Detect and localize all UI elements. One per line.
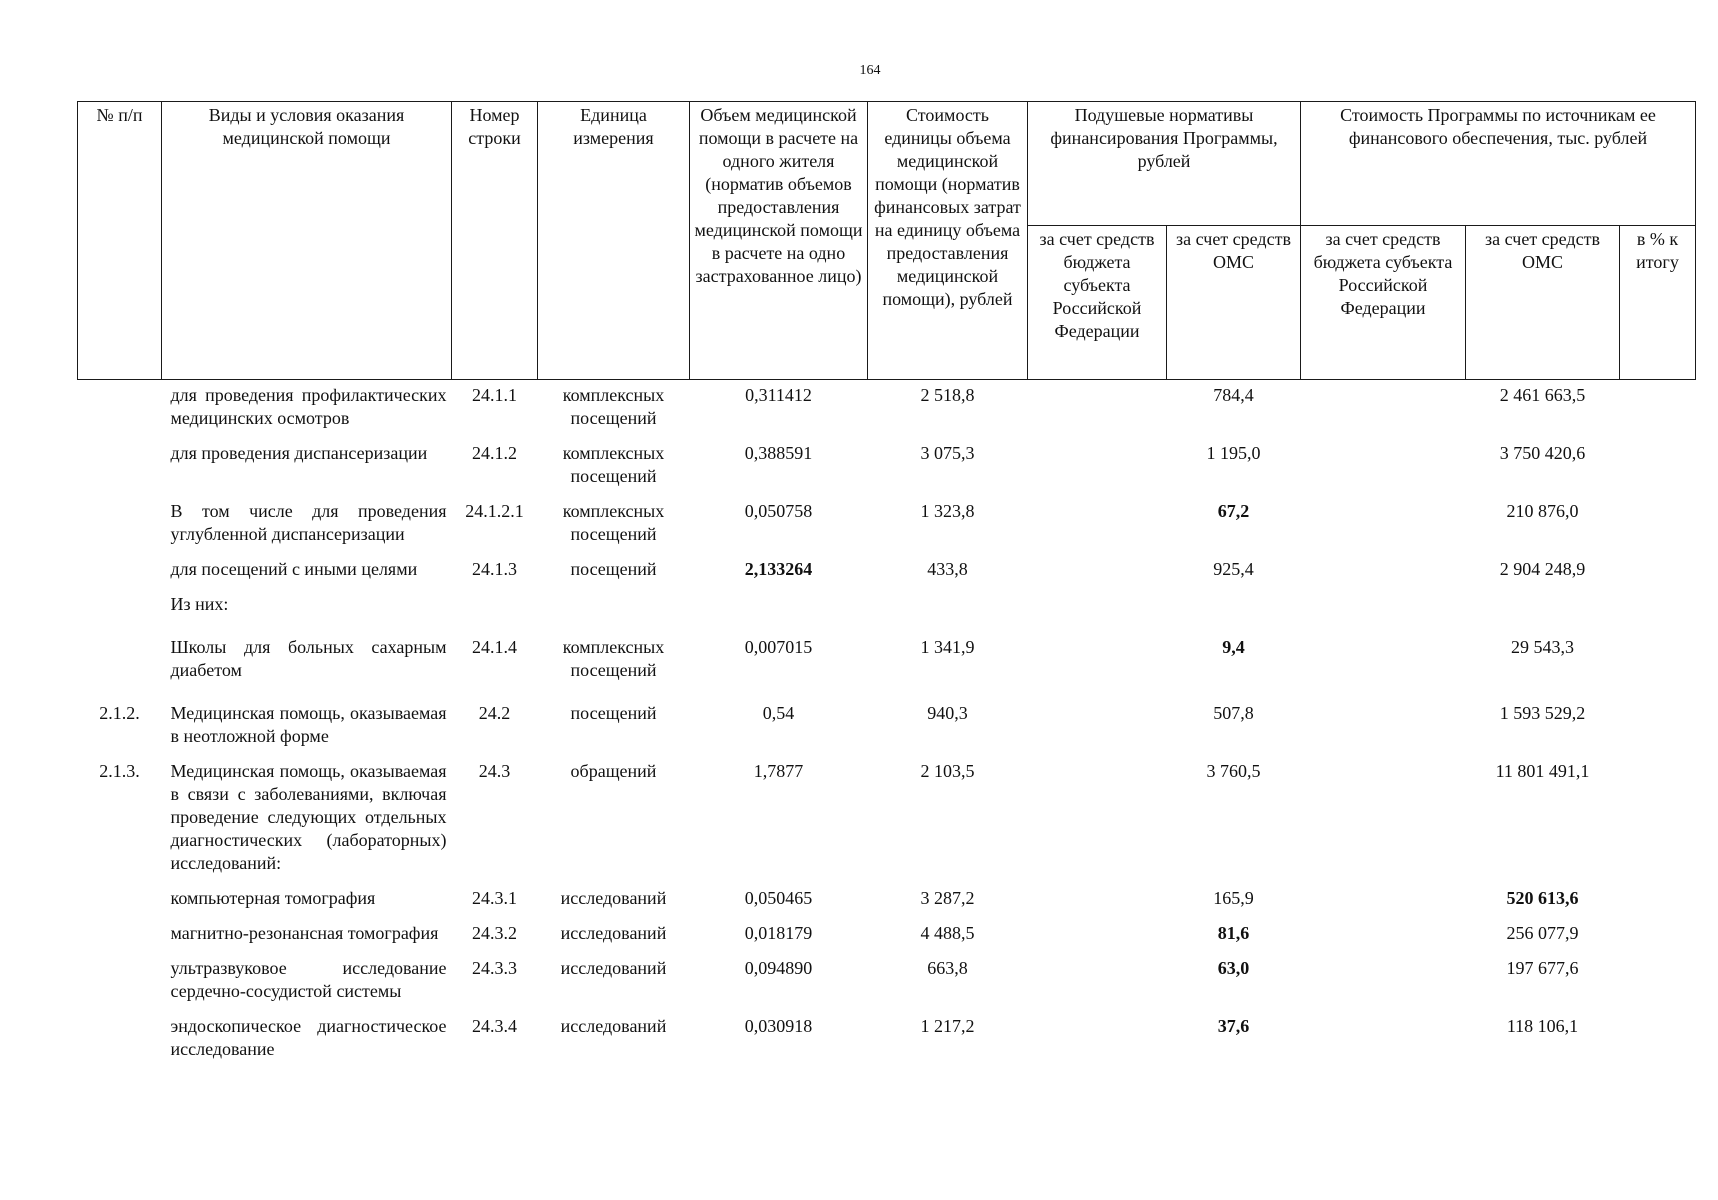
cell-pc-oms: 784,4	[1213, 385, 1254, 405]
cell-pc-oms: 67,2	[1217, 501, 1250, 521]
table-row	[78, 754, 1696, 881]
cell-name: магнитно-резонансная томография	[170, 923, 439, 943]
header-row-number: Номер строки	[452, 102, 538, 380]
cell-pc-oms: 925,4	[1213, 559, 1254, 579]
cell-num	[78, 1009, 162, 1067]
cell-name: для проведения профилактических медицинских осмотров	[170, 385, 447, 428]
cell-row-number: 24.3.4	[472, 1016, 517, 1036]
cell-pc-oms: 507,8	[1213, 703, 1254, 723]
cell-num	[78, 951, 162, 1009]
cell-cost: 433,8	[927, 559, 968, 579]
cell-pc-budget	[1028, 916, 1167, 951]
cell-name: ультразвуковое исследование сердечно-сосудистой системы	[170, 958, 447, 1001]
cell-unit: комплексных посещений	[562, 385, 665, 428]
cell-pc-budget	[1028, 587, 1167, 622]
cell-num	[78, 380, 162, 437]
table-row	[78, 1009, 1696, 1067]
cell-volume: 0,54	[762, 703, 795, 723]
cell-percent	[1620, 552, 1696, 587]
table-row	[78, 436, 1696, 494]
header-volume: Объем медицинской помощи в расчете на одного жителя (норматив объемов предоставления медицинской помощи в расчете на одно застрахованное лицо)	[690, 102, 868, 380]
cell-volume: 0,050465	[744, 888, 813, 908]
cell-unit: комплексных посещений	[562, 501, 665, 544]
header-num: № п/п	[78, 102, 162, 380]
header-unit: Единица измерения	[538, 102, 690, 380]
cell-row-number: 24.1.4	[472, 637, 517, 657]
table-body	[78, 380, 1696, 1068]
cell-pc-oms: 165,9	[1213, 888, 1254, 908]
cell-cost: 2 103,5	[920, 761, 975, 781]
cell-unit: исследований	[560, 958, 667, 978]
cell-num	[78, 587, 162, 622]
cell-unit: исследований	[560, 923, 667, 943]
cell-pr-oms: 1 593 529,2	[1499, 703, 1586, 723]
cell-pr-oms: 520 613,6	[1506, 888, 1579, 908]
cell-cost: 663,8	[927, 958, 968, 978]
cell-row-number: 24.1.3	[472, 559, 517, 579]
cell-row-number	[452, 587, 538, 622]
header-pc-budget: за счет средств бюджета субъекта Российской Федерации	[1028, 226, 1167, 380]
cell-pr-budget	[1301, 622, 1466, 688]
table-row	[78, 916, 1696, 951]
cell-unit: исследований	[560, 888, 667, 908]
cell-volume: 0,094890	[744, 958, 813, 978]
cell-percent	[1620, 622, 1696, 688]
header-pr-oms: за счет средств ОМС	[1466, 226, 1620, 380]
cell-name: Медицинская помощь, оказываемая в неотложной форме	[170, 703, 447, 746]
cell-pr-oms: 29 543,3	[1511, 637, 1574, 657]
cell-unit: комплексных посещений	[562, 443, 665, 486]
cell-pr-budget	[1301, 1009, 1466, 1067]
cell-pc-budget	[1028, 1009, 1167, 1067]
cell-cost: 4 488,5	[920, 923, 975, 943]
cell-cost: 3 075,3	[920, 443, 975, 463]
table-row	[78, 587, 1696, 622]
table-row	[78, 951, 1696, 1009]
cell-percent	[1620, 916, 1696, 951]
table-row	[78, 622, 1696, 688]
table-row	[78, 380, 1696, 437]
cell-row-number: 24.2	[478, 703, 511, 723]
header-percent: в % к итогу	[1620, 226, 1696, 380]
cell-num	[78, 622, 162, 688]
cell-pr-oms: 2 904 248,9	[1499, 559, 1586, 579]
cell-percent	[1620, 587, 1696, 622]
cell-cost: 1 341,9	[920, 637, 975, 657]
cell-pc-budget	[1028, 494, 1167, 552]
cell-row-number: 24.1.2	[472, 443, 517, 463]
cell-pr-budget	[1301, 587, 1466, 622]
cell-pc-budget	[1028, 881, 1167, 916]
cell-unit: посещений	[570, 559, 657, 579]
cell-name: Из них:	[170, 594, 229, 614]
cell-unit: посещений	[570, 703, 657, 723]
page-number: 164	[859, 63, 881, 78]
cell-pc-oms	[1167, 587, 1301, 622]
cell-pr-budget	[1301, 552, 1466, 587]
cell-row-number: 24.1.1	[472, 385, 517, 405]
cell-volume: 0,018179	[744, 923, 813, 943]
cell-pc-budget	[1028, 688, 1167, 754]
table-row	[78, 688, 1696, 754]
header-per-capita: Подушевые нормативы финансирования Программы, рублей	[1028, 102, 1301, 226]
cell-pc-budget	[1028, 380, 1167, 437]
cell-pc-oms: 3 760,5	[1206, 761, 1261, 781]
cell-unit	[538, 587, 690, 622]
cell-volume: 0,388591	[744, 443, 813, 463]
cell-volume: 2,133264	[744, 559, 813, 579]
cell-num: 2.1.2.	[99, 703, 140, 723]
cell-volume: 1,7877	[753, 761, 804, 781]
cell-pr-oms: 3 750 420,6	[1499, 443, 1586, 463]
cell-pc-budget	[1028, 552, 1167, 587]
cell-num	[78, 436, 162, 494]
cell-name: Школы для больных сахарным диабетом	[170, 637, 447, 680]
cell-volume	[690, 587, 868, 622]
cell-pc-oms: 9,4	[1222, 637, 1245, 657]
cell-unit: комплексных посещений	[562, 637, 665, 680]
cell-pc-oms: 81,6	[1217, 923, 1250, 943]
cell-pr-oms: 210 876,0	[1506, 501, 1579, 521]
cell-percent	[1620, 494, 1696, 552]
header-type: Виды и условия оказания медицинской помощи	[162, 102, 452, 380]
header-pc-oms: за счет средств ОМС	[1167, 226, 1301, 380]
cell-row-number: 24.3.2	[472, 923, 517, 943]
cell-name: эндоскопическое диагностическое исследование	[170, 1016, 447, 1059]
financing-table	[77, 101, 1696, 1067]
cell-pr-budget	[1301, 436, 1466, 494]
cell-percent	[1620, 688, 1696, 754]
cell-unit: обращений	[570, 761, 657, 781]
cell-pr-budget	[1301, 951, 1466, 1009]
cell-name: В том числе для проведения углубленной диспансеризации	[170, 501, 447, 544]
table-header	[78, 102, 1696, 380]
cell-pc-budget	[1028, 754, 1167, 881]
cell-unit: исследований	[560, 1016, 667, 1036]
cell-pr-budget	[1301, 494, 1466, 552]
cell-row-number: 24.3.1	[472, 888, 517, 908]
cell-pc-budget	[1028, 622, 1167, 688]
cell-percent	[1620, 881, 1696, 916]
cell-row-number: 24.1.2.1	[465, 501, 524, 521]
cell-num: 2.1.3.	[99, 761, 140, 781]
cell-percent	[1620, 754, 1696, 881]
cell-cost: 1 323,8	[920, 501, 975, 521]
cell-name: Медицинская помощь, оказываемая в связи с заболеваниями, включая проведение следующих отдельных диагностических (лабораторных) исследований:	[170, 761, 447, 873]
cell-pr-oms: 256 077,9	[1506, 923, 1579, 943]
cell-pc-budget	[1028, 436, 1167, 494]
cell-cost: 940,3	[927, 703, 968, 723]
cell-name: для проведения диспансеризации	[170, 443, 428, 463]
cell-pr-budget	[1301, 688, 1466, 754]
cell-percent	[1620, 951, 1696, 1009]
cell-cost: 2 518,8	[920, 385, 975, 405]
cell-volume: 0,007015	[744, 637, 813, 657]
cell-volume: 0,311412	[745, 385, 812, 405]
table-row	[78, 552, 1696, 587]
cell-pr-budget	[1301, 916, 1466, 951]
cell-pr-budget	[1301, 881, 1466, 916]
cell-volume: 0,050758	[744, 501, 813, 521]
cell-pc-oms: 37,6	[1217, 1016, 1250, 1036]
cell-cost: 1 217,2	[920, 1016, 975, 1036]
table-row	[78, 881, 1696, 916]
cell-num	[78, 494, 162, 552]
cell-cost: 3 287,2	[920, 888, 975, 908]
cell-name: для посещений с иными целями	[170, 559, 418, 579]
cell-percent	[1620, 380, 1696, 437]
cell-pr-oms	[1466, 587, 1620, 622]
cell-row-number: 24.3.3	[472, 958, 517, 978]
header-cost: Стоимость единицы объема медицинской помощи (норматив финансовых затрат на единицу объема предоставления медицинской помощи), рублей	[868, 102, 1028, 380]
cell-name: компьютерная томография	[170, 888, 376, 908]
cell-cost	[868, 587, 1028, 622]
cell-num	[78, 916, 162, 951]
cell-num	[78, 552, 162, 587]
header-program-cost: Стоимость Программы по источникам ее финансового обеспечения, тыс. рублей	[1301, 102, 1696, 226]
header-pr-budget: за счет средств бюджета субъекта Российской Федерации	[1301, 226, 1466, 380]
cell-row-number: 24.3	[478, 761, 511, 781]
cell-pr-budget	[1301, 754, 1466, 881]
cell-pr-oms: 197 677,6	[1506, 958, 1579, 978]
cell-pc-oms: 63,0	[1217, 958, 1250, 978]
cell-num	[78, 881, 162, 916]
cell-pc-oms: 1 195,0	[1206, 443, 1261, 463]
cell-volume: 0,030918	[744, 1016, 813, 1036]
cell-pc-budget	[1028, 951, 1167, 1009]
cell-pr-oms: 11 801 491,1	[1495, 761, 1590, 781]
table-row	[78, 494, 1696, 552]
cell-pr-oms: 118 106,1	[1506, 1016, 1579, 1036]
cell-percent	[1620, 1009, 1696, 1067]
cell-pr-budget	[1301, 380, 1466, 437]
cell-pr-oms: 2 461 663,5	[1499, 385, 1586, 405]
cell-percent	[1620, 436, 1696, 494]
